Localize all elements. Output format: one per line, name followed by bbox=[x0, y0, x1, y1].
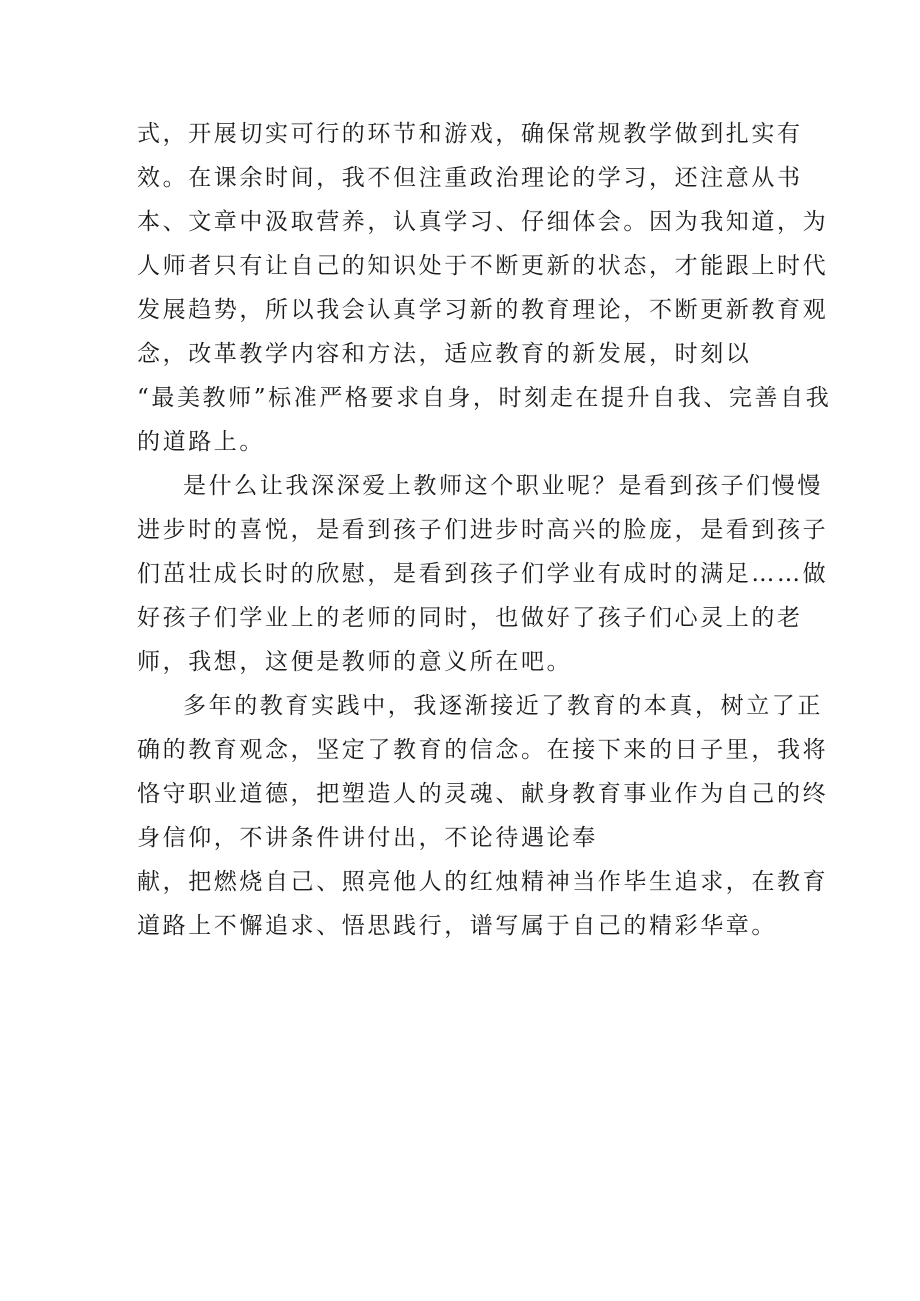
text-line: 本、文章中汲取营养，认真学习、仔细体会。因为我知道，为 bbox=[137, 209, 829, 235]
paragraph-start-line: 多年的教育实践中，我逐渐接近了教育的本真，树立了正 bbox=[183, 693, 823, 719]
text-line: 道路上不懈追求、悟思践行，谱写属于自己的精彩华章。 bbox=[137, 913, 777, 939]
text-line: 们茁壮成长时的欣慰，是看到孩子们学业有成时的满足……做 bbox=[137, 561, 829, 587]
text-line: 师，我想，这便是教师的意义所在吧。 bbox=[137, 649, 573, 675]
text-line: 恪守职业道德，把塑造人的灵魂、献身教育事业作为自己的终 bbox=[137, 781, 829, 807]
text-line: 进步时的喜悦，是看到孩子们进步时高兴的脸庞，是看到孩子 bbox=[137, 517, 829, 543]
text-line: 确的教育观念，坚定了教育的信念。在接下来的日子里，我将 bbox=[137, 737, 829, 763]
text-line: 发展趋势，所以我会认真学习新的教育理论，不断更新教育观 bbox=[137, 297, 829, 323]
text-line: 人师者只有让自己的知识处于不断更新的状态，才能跟上时代 bbox=[137, 253, 829, 279]
body-text bbox=[137, 112, 832, 948]
text-line: 献，把燃烧自己、照亮他人的红烛精神当作毕生追求，在教育 bbox=[137, 869, 829, 895]
text-line: 念，改革教学内容和方法，适应教育的新发展，时刻以 bbox=[137, 341, 752, 367]
text-line: “最美教师”标准严格要求自身，时刻走在提升自我、完善自我 bbox=[137, 385, 832, 411]
text-line: 身信仰，不讲条件讲付出，不论待遇论奉 bbox=[137, 825, 598, 851]
text-line: 好孩子们学业上的老师的同时，也做好了孩子们心灵上的老 bbox=[137, 605, 803, 631]
text-line: 效。在课余时间，我不但注重政治理论的学习，还注意从书 bbox=[137, 165, 803, 191]
paragraph-start-line: 是什么让我深深爱上教师这个职业呢？是看到孩子们慢慢 bbox=[183, 473, 823, 499]
text-line: 的道路上。 bbox=[137, 429, 265, 455]
text-line: 式，开展切实可行的环节和游戏，确保常规教学做到扎实有 bbox=[137, 121, 803, 147]
